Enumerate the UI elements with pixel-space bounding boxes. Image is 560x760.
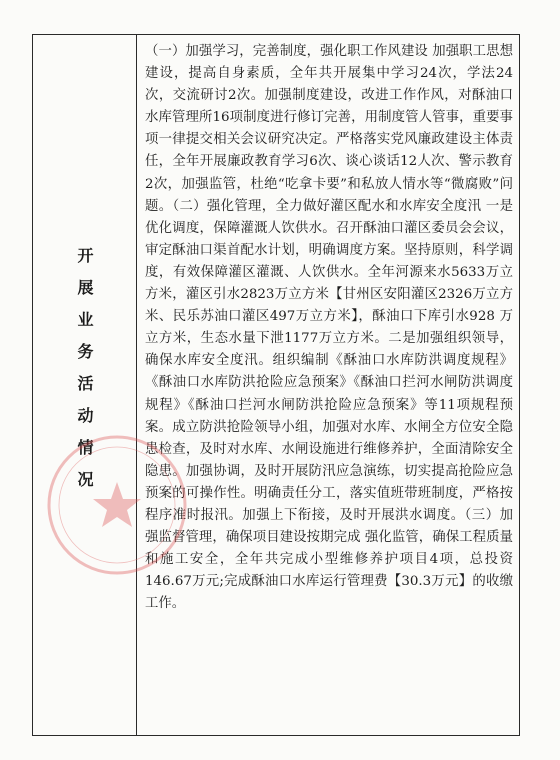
- report-table: [32, 34, 520, 736]
- content-cell: [137, 35, 519, 735]
- label-cell: [33, 35, 137, 735]
- section-label: 开展业务活动情况: [75, 247, 94, 503]
- activity-description: （一）加强学习，完善制度，强化职工作风建设 加强职工思想建设，提高自身素质，全年共开展集中学习24次，学法24次，交流研讨2次。加强制度建设，改进工作作风，对酥油口水库管理所16项制度进行修订完善，用制度管人管事，重要事项一律提交相关会议研究决定。严格落实党风廉政建设主体责任，全年开展廉政教育学习6次、谈心谈话12人次、警示教育2次，加强监管，杜绝“吃拿卡要”和私放人情水等“微腐败”问题。（二）强化管理，全力做好灌区配水和水库安全度汛 一是优化调度，保障灌溉人饮供水。召开酥油口灌区委员会会议，审定酥油口渠首配水计划，明确调度方案。坚持原则，科学调度，有效保障灌区灌溉、人饮供水。全年河源来水5633万立方米，灌区引水2823万立方米【甘州区安阳灌区2326万立方米、民乐苏油口灌区497万立方米】，酥油口下库引水928 万立方米，生态水量下泄1177万立方米。二是加强组织领导，确保水库安全度汛。组织编制《酥油口水库防洪调度规程》《酥油口水库防洪抢险应急预案》《酥油口拦河水闸防洪调度规程》《酥油口拦河水闸防洪抢险应急预案》等11项规程预案。成立防洪抢险领导小组，加强对水库、水闸全方位安全隐患检查，及时对水库、水闸设施进行维修养护，全面清除安全隐患。加强协调，及时开展防汛应急演练，切实提高抢险应急预案的可操作性。明确责任分工，落实值班带班制度，严格按程序准时报汛。加强上下衔接，及时开展洪水调度。（三）加强监督管理，确保项目建设按期完成 强化监管，确保工程质量和施工安全，全年共完成小型维修养护项目4项，总投资146.67万元;完成酥油口水库运行管理费【30.3万元】的收缴工作。: [145, 44, 513, 612]
